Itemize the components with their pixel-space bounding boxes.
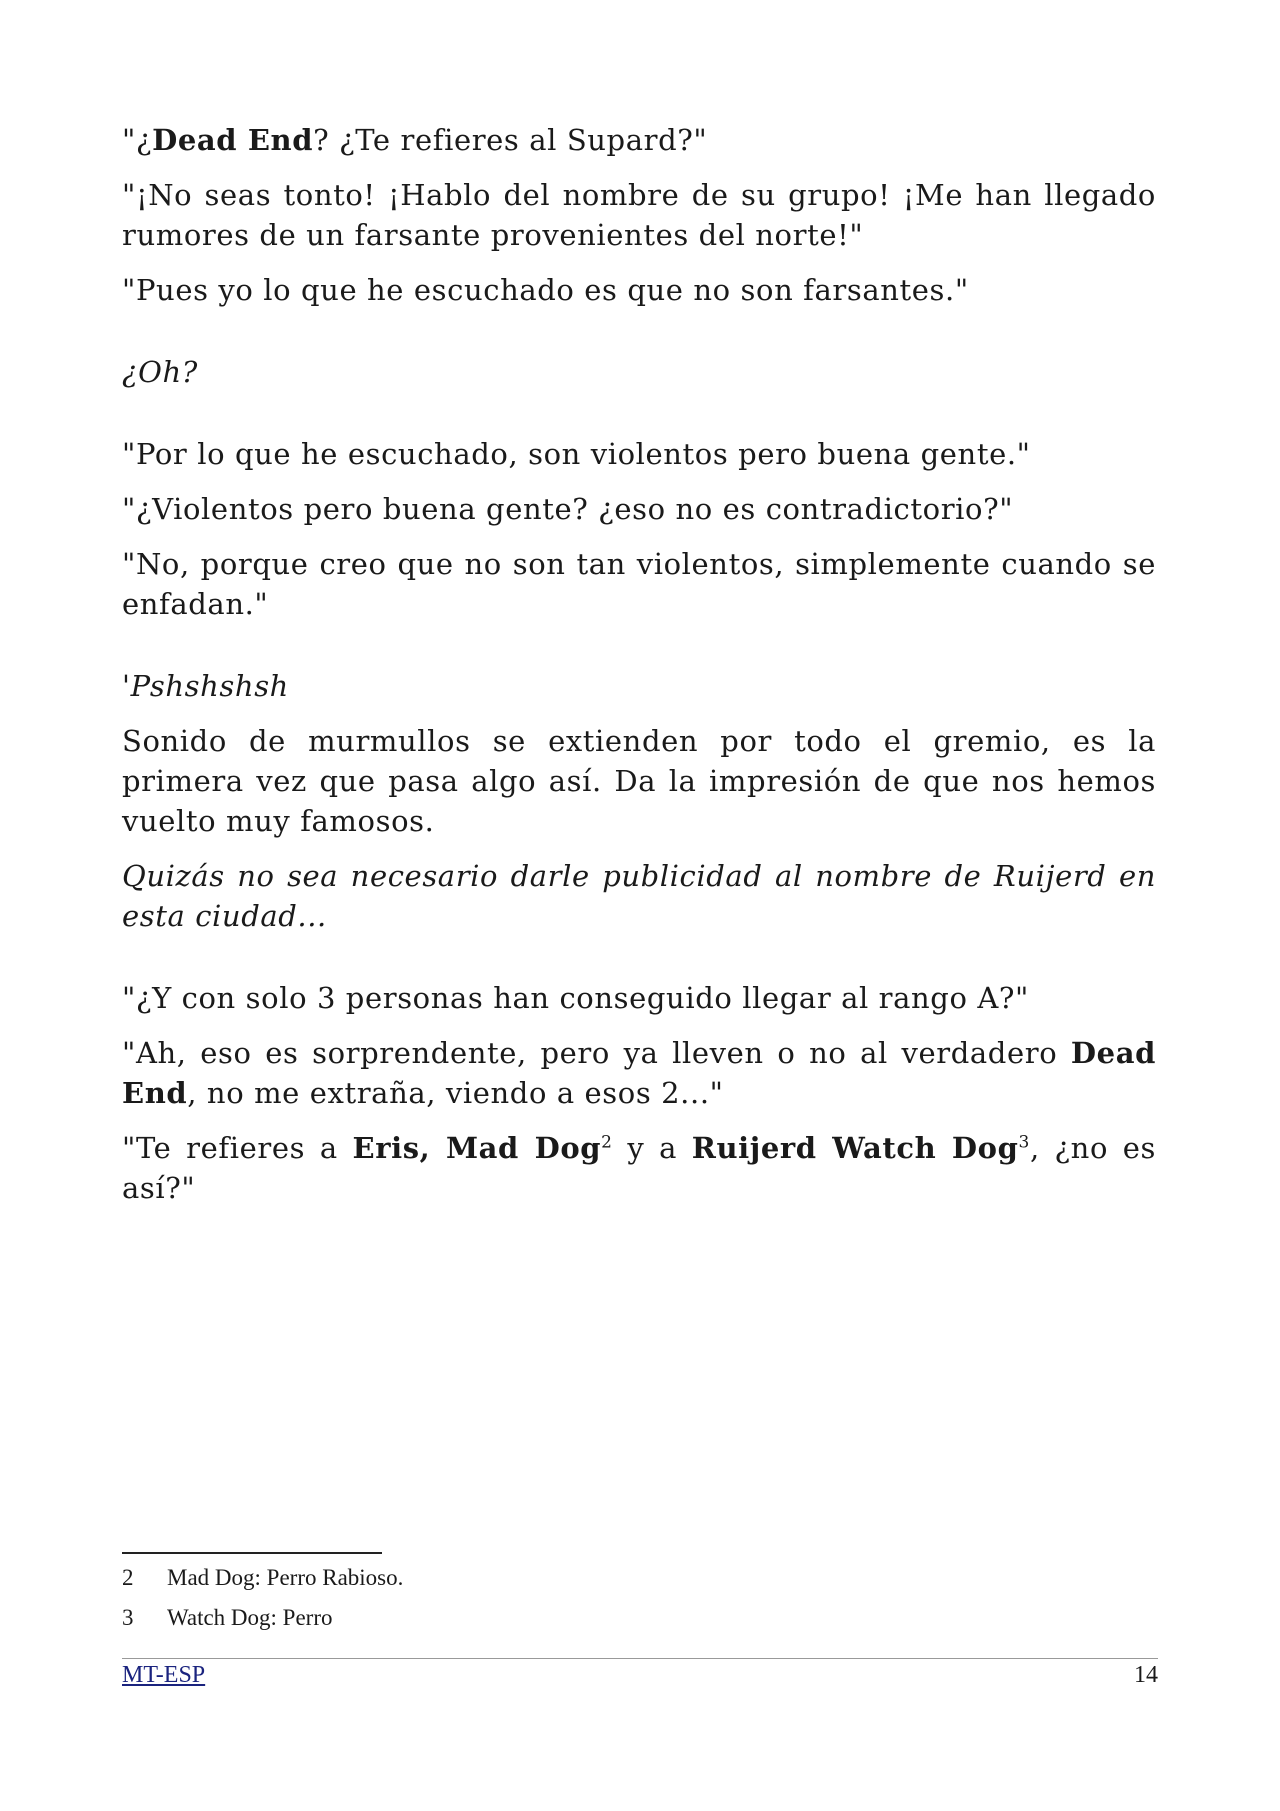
footnote-item [122, 1598, 1156, 1638]
page-number: 14 [1134, 1662, 1158, 1688]
footnote-ref-3[interactable]: 3 [1018, 1132, 1030, 1153]
footnote-number: 3 [122, 1605, 134, 1630]
paragraph-13: "Te refieres a Eris, Mad Dog$^2$ y a Ruijerd Watch Dog$^3$, ¿no es así?" [122, 1131, 1157, 1205]
dead-end-bold: Dead End [122, 1036, 1156, 1110]
paragraph-5: "Por lo que he escuchado, son violentos pero buena gente." [122, 437, 1031, 471]
paragraph-1: "¿Dead End? ¿Te refieres al Supard?" [122, 123, 708, 157]
eris-mad-dog-bold: Eris, Mad Dog [352, 1131, 602, 1165]
ruijerd-watch-dog-bold: Ruijerd Watch Dog [691, 1131, 1019, 1165]
footnote-separator [122, 1552, 382, 1554]
paragraph-12: "Ah, eso es sorprendente, pero ya lleven o no al verdadero Dead End, no me extraña, viendo a esos 2..." [122, 1036, 1156, 1110]
paragraph-2: "¡No seas tonto! ¡Hablo del nombre de su grupo! ¡Me han llegado rumores de un farsante provenientes del norte!" [122, 178, 1156, 252]
footnote-ref-2[interactable]: 2 [601, 1132, 613, 1153]
footer-link[interactable]: MT-ESP [122, 1662, 206, 1688]
page-footer [122, 1658, 1158, 1692]
footnote-text: Watch Dog: Perro [167, 1605, 333, 1630]
paragraph-7: "No, porque creo que no son tan violentos, simplemente cuando se enfadan." [122, 547, 1156, 621]
footnote-number: 2 [122, 1565, 134, 1590]
footnote-item [122, 1558, 1156, 1598]
paragraph-9: Sonido de murmullos se extienden por todo el gremio, es la primera vez que pasa algo así. Da la impresión de que nos hemos vuelto muy famosos. [122, 724, 1156, 838]
paragraph-3: "Pues yo lo que he escuchado es que no son farsantes." [122, 273, 969, 307]
paragraph-11: "¿Y con solo 3 personas han conseguido llegar al rango A?" [122, 981, 1029, 1015]
footnotes [122, 1558, 1156, 1638]
page-body [122, 120, 1156, 1223]
paragraph-6: "¿Violentos pero buena gente? ¿eso no es contradictorio?" [122, 492, 1014, 526]
dead-end-bold: Dead End [152, 123, 314, 157]
footnote-text: Mad Dog: Perro Rabioso. [167, 1565, 404, 1590]
paragraph-10-thought: Quizás no sea necesario darle publicidad al nombre de Ruijerd en esta ciudad... [122, 859, 1156, 933]
paragraph-8-sound: 'Pshshshsh [122, 669, 289, 703]
paragraph-4-thought: ¿Oh? [122, 355, 198, 389]
